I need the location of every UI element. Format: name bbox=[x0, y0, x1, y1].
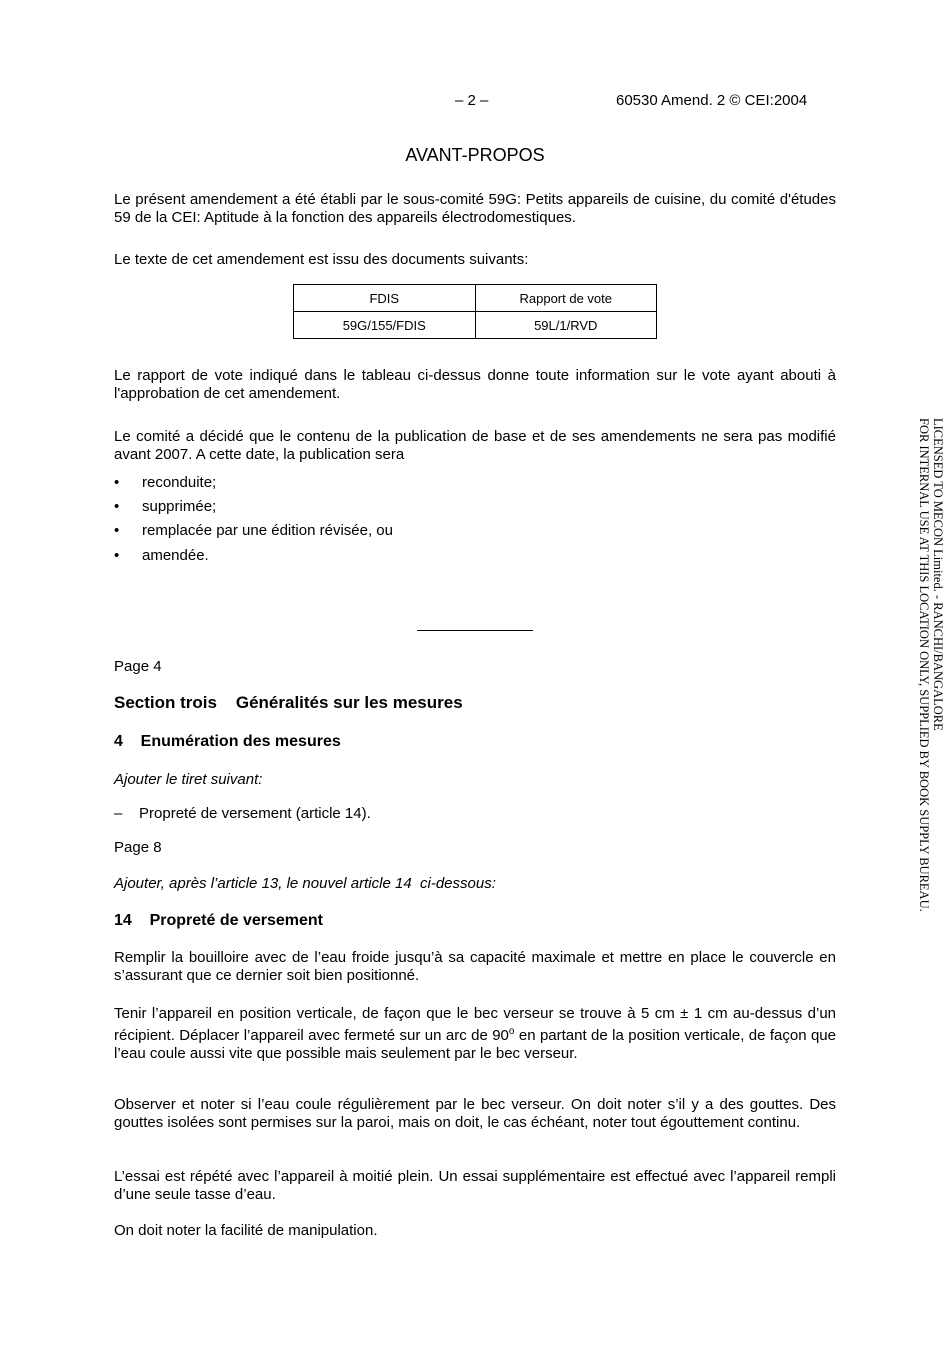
license-notice bbox=[917, 418, 945, 912]
clause-4-heading: 4 Enumération des mesures bbox=[114, 733, 341, 750]
list-item-text: remplacée par une édition révisée, ou bbox=[142, 522, 393, 539]
list-item-text: reconduite; bbox=[142, 474, 217, 491]
clause-14-paragraph-3: Observer et noter si l’eau coule régulièrement par le bec verseur. On doit noter s’il y a des gouttes. Des gouttes isolées sont permises sur la paroi, mais on doit, le cas échéant, noter tout égouttement continu. bbox=[114, 1096, 836, 1131]
clause-14-paragraph-1: Remplir la bouilloire avec de l’eau froide jusqu’à sa capacité maximale et mettre en place le couvercle en s’assurant que ce dernier soit bien positionné. bbox=[114, 949, 836, 984]
foreword-title: AVANT-PROPOS bbox=[405, 145, 545, 165]
foreword-paragraph-4: Le comité a décidé que le contenu de la publication de base et de ses amendements ne sera pas modifié avant 2007. A cette date, la publication sera bbox=[114, 428, 836, 463]
separator-line bbox=[417, 630, 533, 631]
paragraph-text: en partant de la position verticale, de façon que l’eau coule aussi vite que possible mais seulement par le bec verseur. bbox=[114, 1027, 836, 1062]
license-notice-line: FOR INTERNAL USE AT THIS LOCATION ONLY, SUPPLIED BY BOOK SUPPLY BUREAU. bbox=[917, 418, 931, 912]
page-reference-4: Page 4 bbox=[114, 658, 162, 675]
instruction-add-dash: Ajouter le tiret suivant: bbox=[114, 771, 263, 788]
dash-item: – Propreté de versement (article 14). bbox=[114, 805, 371, 822]
document-reference: 60530 Amend. 2 © CEI:2004 bbox=[616, 92, 808, 109]
foreword-paragraph-3: Le rapport de vote indiqué dans le tableau ci-dessus donne toute information sur le vote ayant abouti à l'approbation de cet amendement. bbox=[114, 367, 836, 402]
instruction-add-clause: Ajouter, après l’article 13, le nouvel article 14 ci-dessous: bbox=[114, 875, 496, 892]
degree-superscript: o bbox=[508, 1026, 515, 1037]
table-cell: 59L/1/RVD bbox=[475, 312, 657, 339]
bullet-icon: • bbox=[114, 522, 120, 539]
table-header-row bbox=[294, 285, 657, 312]
foreword-paragraph-2: Le texte de cet amendement est issu des documents suivants: bbox=[114, 251, 529, 268]
clause-14-paragraph-5: On doit noter la facilité de manipulation. bbox=[114, 1222, 378, 1239]
list-item bbox=[114, 474, 216, 492]
clause-14-paragraph-4: L’essai est répété avec l’appareil à moitié plein. Un essai supplémentaire est effectué avec l’appareil rempli d’une seule tasse d’eau. bbox=[114, 1168, 836, 1203]
clause-14-paragraph-2 bbox=[114, 1005, 836, 1063]
list-item bbox=[114, 498, 216, 516]
table-header-cell: Rapport de vote bbox=[475, 285, 657, 312]
clause-14-heading: 14 Propreté de versement bbox=[114, 912, 323, 929]
list-item bbox=[114, 547, 209, 565]
paragraph-text: Tenir l’appareil en position verticale, de façon que le bec verseur se trouve à 5 cm ± 1 cm au-dessus d’un récipient. Déplacer l’appareil avec fermeté sur un arc de 90 bbox=[114, 1005, 836, 1044]
bullet-icon: • bbox=[114, 547, 120, 564]
foreword-paragraph-1: Le présent amendement a été établi par le sous-comité 59G: Petits appareils de cuisine, du comité d'études 59 de la CEI: Aptitude à la fonction des appareils électrodomestiques. bbox=[114, 191, 836, 226]
list-item bbox=[114, 522, 393, 540]
license-notice-line: LICENSED TO MECON Limited. - RANCHI/BANGALORE bbox=[931, 418, 945, 731]
page-reference-8: Page 8 bbox=[114, 839, 162, 856]
page-number: – 2 – bbox=[455, 92, 489, 109]
voting-documents-table bbox=[293, 284, 657, 339]
bullet-icon: • bbox=[114, 498, 120, 515]
list-item-text: amendée. bbox=[142, 547, 209, 564]
table-header-cell: FDIS bbox=[294, 285, 476, 312]
bullet-icon: • bbox=[114, 474, 120, 491]
list-item-text: supprimée; bbox=[142, 498, 217, 515]
table-row bbox=[294, 312, 657, 339]
section-heading: Section trois Généralités sur les mesures bbox=[114, 693, 463, 712]
table-cell: 59G/155/FDIS bbox=[294, 312, 476, 339]
